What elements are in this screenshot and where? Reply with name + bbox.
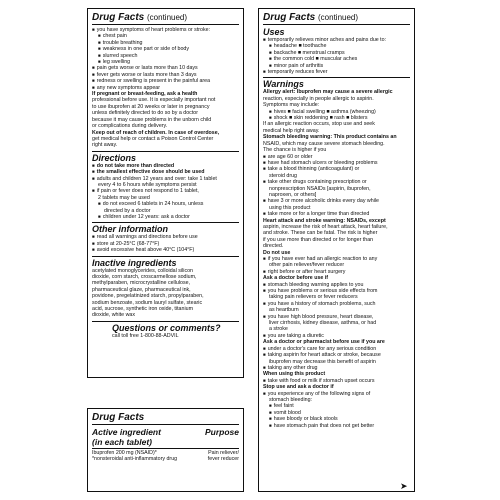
text-line: ■ if you have ever had an allergic reaction to any <box>263 256 410 262</box>
text-line: ■ have had stomach ulcers or bleeding problems <box>263 160 410 166</box>
text-line: ■ avoid excessive heat above 40°C (104°F) <box>92 247 239 253</box>
text-line: unless definitely directed to do so by a doctor <box>92 110 198 117</box>
text-line: ■ hives ■ facial swelling ■ asthma (wheezing) <box>263 109 410 115</box>
panel-heading <box>92 412 239 425</box>
text-line: ■ you have problems or serious side effects from <box>263 288 410 294</box>
active-title: Active ingredient <box>92 427 161 437</box>
text-line: ■ take with food or milk if stomach upset occurs <box>263 378 410 384</box>
text-line: ■ store at 20-25°C (68-77°F) <box>92 241 239 247</box>
text-line: naproxen, or others] <box>269 191 317 198</box>
text-line: ■ you experience any of the following signs of <box>263 391 410 397</box>
directions-title: Directions <box>92 151 239 163</box>
text-line: ■ redness or swelling is present in the painful area <box>92 78 239 84</box>
text-line: ■ taking aspirin for heart attack or stroke, because <box>263 352 410 358</box>
text-line: ■ any new symptoms appear <box>92 85 239 91</box>
text-line: medical help right away. <box>263 127 320 134</box>
text-line: ■ if pain or fever does not respond to 1 tablet, <box>92 188 239 194</box>
text-line: get medical help or contact a Poison Control Center <box>92 135 214 142</box>
text-line: ibuprofen may decrease this benefit of aspirin <box>269 358 376 365</box>
text-line: if you use more than directed or for longer than <box>263 236 374 243</box>
text-line: Stomach bleeding warning: This product contains an <box>263 134 397 141</box>
text-line: ■ pain gets worse or lasts more than 10 days <box>92 65 239 71</box>
text-line: steroid drug <box>269 172 297 179</box>
drug-facts-left-bottom <box>87 408 244 492</box>
text-line: ■ headache ■ toothache <box>263 43 410 49</box>
text-line: ■ read all warnings and directions before use <box>92 234 239 240</box>
text-line: ■ take a blood thinning (anticoagulant) or <box>263 166 410 172</box>
text-line: When using this product <box>263 371 326 378</box>
text-line: Allergy alert: Ibuprofen may cause a severe allergic <box>263 89 393 96</box>
panel-heading <box>263 12 410 25</box>
heading-text: Drug Facts <box>92 12 145 23</box>
warnings-list <box>263 89 410 429</box>
text-line: ■ have 3 or more alcoholic drinks every day while <box>263 198 410 204</box>
other-info-title: Other information <box>92 222 239 234</box>
text-line: ■ vomit blood <box>263 410 410 416</box>
active-header-row <box>92 427 239 447</box>
text-line: ■ stomach bleeding warning applies to you <box>263 282 410 288</box>
questions-title: Questions or comments? <box>92 321 239 333</box>
text-line: ■ chest pain <box>92 33 239 39</box>
text-line: ■ take other drugs containing prescription or <box>263 179 410 185</box>
text-line: ■ you have a history of stomach problems, such <box>263 301 410 307</box>
text-line: pharmaceutical glaze, pharmaceutical ink, <box>92 286 191 293</box>
text-line: methylparaben, microcrystalline cellulose, <box>92 280 191 287</box>
text-line: right away. <box>92 142 118 149</box>
text-line: a stroke <box>269 326 288 333</box>
other-info-list <box>92 234 239 253</box>
text-line: ■ backache ■ menstrual cramps <box>263 50 410 56</box>
inactive-title: Inactive ingredients <box>92 256 239 268</box>
text-line: Ask a doctor or pharmacist before use if you are <box>263 339 385 346</box>
directions-list <box>92 163 239 221</box>
text-line: ■ you have high blood pressure, heart disease, <box>263 314 410 320</box>
text-line: ■ have bloody or black stools <box>263 416 410 422</box>
arrow-right-icon: ➤ <box>400 481 408 491</box>
purpose-line: Pain reliever/ <box>208 450 239 456</box>
text-line: and stroke. These can be fatal. The risk is higher <box>263 230 378 237</box>
text-line: ■ minor pain of arthritis <box>263 63 410 69</box>
ingredient-row <box>92 450 239 463</box>
text-line: Stop use and ask a doctor if <box>263 384 334 391</box>
purpose-title: Purpose <box>204 427 239 437</box>
uses-list <box>263 37 410 75</box>
ingredient: Ibuprofen 200 mg (NSAID)* <box>92 450 157 456</box>
text-line: NSAID, which may cause severe stomach bleeding. <box>263 140 385 147</box>
text-line: ■ right before or after heart surgery <box>263 269 410 275</box>
text-line: ■ weakness in one part or side of body <box>92 46 239 52</box>
text-line: ■ slurred speech <box>92 53 239 59</box>
text-line: ■ are age 60 or older <box>263 154 410 160</box>
panel-heading <box>92 12 239 25</box>
drug-facts-continued-left <box>87 8 244 378</box>
active-sub: (in each tablet) <box>92 437 152 447</box>
text-line: ■ trouble breathing <box>92 40 239 46</box>
heading-sub: (continued) <box>147 13 188 22</box>
text-line: to use ibuprofen at 20 weeks or later in pregnancy <box>92 103 210 110</box>
text-line: as heartburn <box>269 307 299 314</box>
purpose-line: fever reducer <box>207 456 239 463</box>
text-line: reaction, especially in people allergic to aspirin. <box>263 95 374 102</box>
text-line: ■ shock ■ skin reddening ■ rash ■ blisters <box>263 115 410 121</box>
questions-phone: call toll free 1-800-88-ADVIL <box>112 332 179 339</box>
text-line: ■ children under 12 years: ask a doctor <box>92 214 239 220</box>
text-line: Do not use <box>263 249 291 256</box>
text-line: stomach bleeding: <box>269 396 312 403</box>
text-line: ■ temporarily relieves minor aches and pains due to: <box>263 37 410 43</box>
text-line: ■ feel faint <box>263 403 410 409</box>
inactive-list <box>92 268 239 319</box>
text-line: ■ you have symptoms of heart problems or stroke: <box>92 27 239 33</box>
divider <box>92 448 239 449</box>
footnote: *nonsteroidal anti-inflammatory drug <box>92 456 178 463</box>
text-line: acetylated monoglycerides, colloidal silicon <box>92 267 193 274</box>
heading-sub: (continued) <box>318 13 359 22</box>
text-line: dioxide, corn starch, croscarmellose sodium, <box>92 274 197 280</box>
text-line: nonprescription NSAIDs [aspirin, ibuprofen, <box>269 185 371 192</box>
drug-facts-continued-right <box>258 8 415 492</box>
text-line: ■ temporarily reduces fever <box>263 69 410 75</box>
text-line: directed. <box>263 243 284 250</box>
text-line: every 4 to 6 hours while symptoms persist <box>98 181 197 188</box>
text-line: ■ the smallest effective dose should be used <box>92 169 239 175</box>
text-line: using this product <box>269 204 311 211</box>
uses-title: Uses <box>263 27 285 37</box>
text-line: If pregnant or breast-feeding, ask a health <box>92 91 198 98</box>
text-line: acid, sucrose, synthetic iron oxide, titanium <box>92 306 193 313</box>
text-line: ■ have stomach pain that does not get better <box>263 423 410 429</box>
text-line: dioxide, white wax <box>92 312 135 319</box>
text-line: Ask a doctor before use if <box>263 275 329 282</box>
warnings-continued <box>92 27 239 149</box>
text-line: ■ leg swelling <box>92 59 239 65</box>
text-line: or complications during delivery. <box>92 123 168 130</box>
text-line: ■ taking any other drug <box>263 365 410 371</box>
text-line: Keep out of reach of children. In case of overdose, <box>92 129 220 136</box>
text-line: aspirin, increase the risk of heart attack, heart failure, <box>263 223 388 230</box>
text-line: ■ do not exceed 6 tablets in 24 hours, unless <box>92 201 239 207</box>
text-line: taking pain relievers or fever reducers <box>269 294 358 301</box>
text-line: ■ fever gets worse or lasts more than 3 days <box>92 72 239 78</box>
text-line: Symptoms may include: <box>263 102 320 109</box>
text-line: Heart attack and stroke warning: NSAIDs, except <box>263 217 386 224</box>
text-line: professional before use. It is especially important not <box>92 97 216 104</box>
text-line: ■ take more or for a longer time than directed <box>263 211 410 217</box>
text-line: ■ adults and children 12 years and over: take 1 tablet <box>92 176 239 182</box>
heading-text: Drug Facts <box>92 412 145 423</box>
text-line: The chance is higher if you <box>263 147 327 154</box>
text-line: sodium benzoate, sodium lauryl sulfate, stearic <box>92 299 203 306</box>
text-line: If an allergic reaction occurs, stop use and seek <box>263 121 375 128</box>
text-line: povidone, pregelatinized starch, propylparaben, <box>92 293 204 300</box>
heading-text: Drug Facts <box>263 12 316 23</box>
text-line: ■ do not take more than directed <box>92 163 239 169</box>
text-line: ■ under a doctor's care for any serious condition <box>263 346 410 352</box>
text-line: other pain reliever/fever reducer <box>269 262 345 269</box>
text-line: ■ the common cold ■ muscular aches <box>263 56 410 62</box>
text-line: directed by a doctor <box>104 207 151 214</box>
text-line: 2 tablets may be used <box>98 194 150 201</box>
text-line: ■ you are taking a diuretic <box>263 333 410 339</box>
text-line: because it may cause problems in the unborn child <box>92 116 212 123</box>
text-line: liver cirrhosis, kidney disease, asthma, or had <box>269 320 377 327</box>
warnings-title: Warnings <box>263 77 410 89</box>
